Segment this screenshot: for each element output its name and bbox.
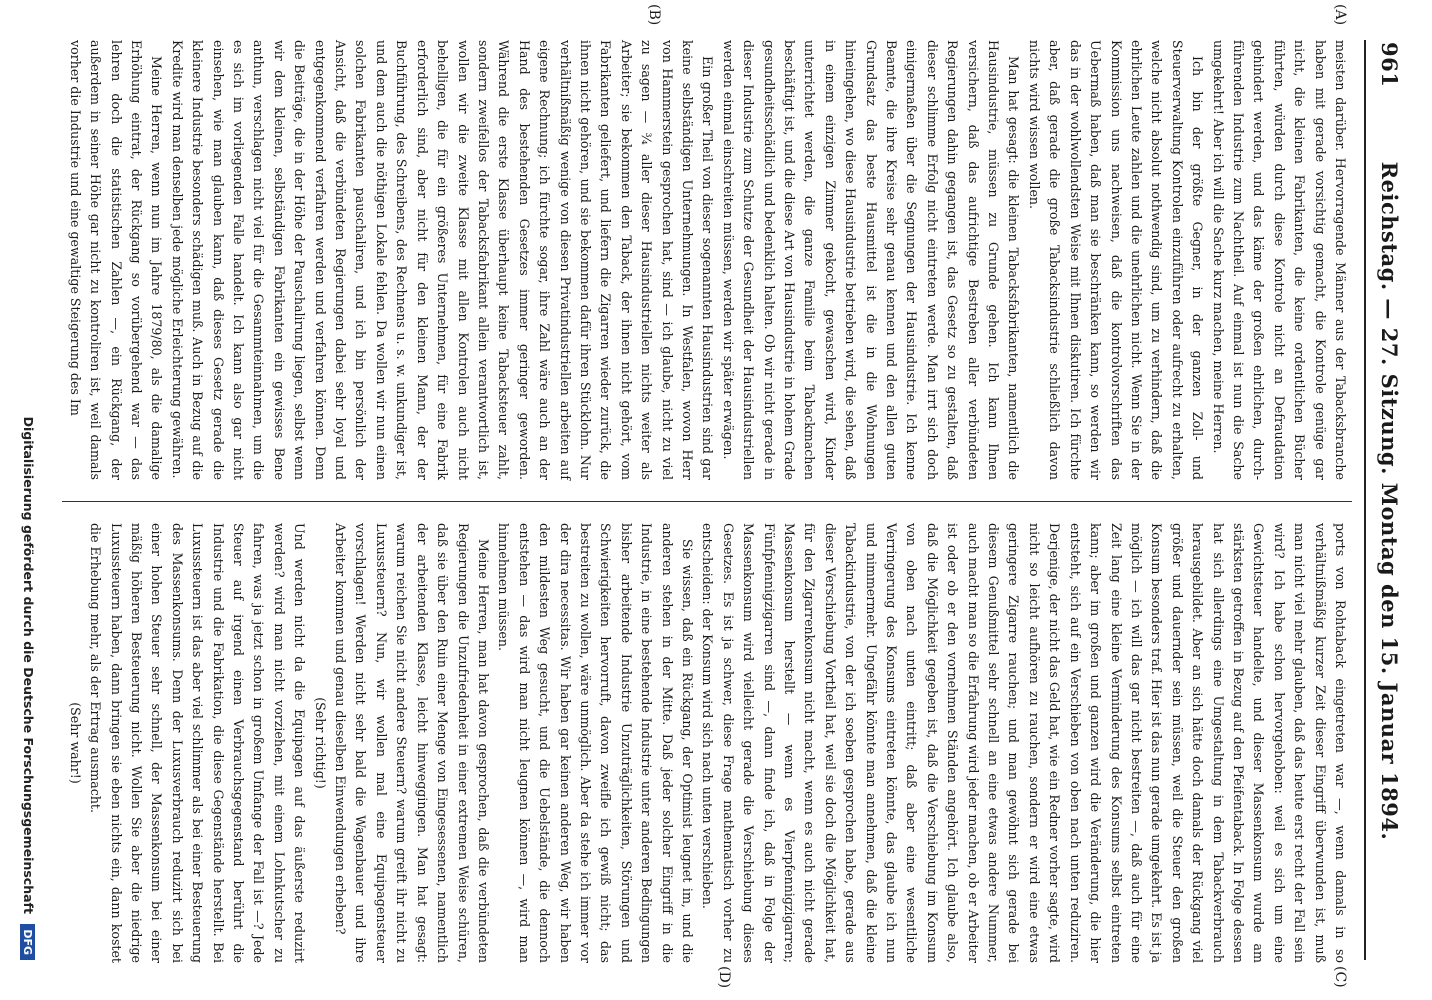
dfg-logo: DFG [20,924,35,960]
paragraph: Meine Herren, man hat davon gesprochen, daß die verbündeten Regierungen die Unzufriedenheit in einer extremen Weise schüren, daß sie über den Ruin einer Menge von Eingesessenen, namentlich der arbeitenden Klasse, leicht hinweggingen. Man hat gesagt: warum reichen Sie nicht andere Steuern? warum greift ihr nicht zu Luxussteuern? Nun, wir wollen mal eine Equipagensteuer vorschlagen! Werden nicht sehr bald die Wagenbauer und ihre Arbeiter kommen und genau dieselben Einwendungen erheben? [333,523,491,963]
paragraph: Ein großer Theil von dieser sogenannten Hausindustrien sind gar keine selbständigen Unternehmungen. In Westfalen, wovon Herr von Hammerstein gesprochen hat, sind — ich glaube, nicht zu viel zu sagen — ¾ aller dieser Hausindustriellen nichts weiter als Arbeiter; sie bekommen den Taback, der ihnen nicht gehört, vom Fabrikanten geliefert, und liefern die Zigarren wieder zurück, die ihnen nicht gehören, und sie bekommen dafür ihren Stücklohn. Nur verhältnißmäßig wenige von diesen Privatindustriellen arbeiten auf eigene Rechnung; ich fürchte sogar, ihre Zahl wäre auch an der Hand des bestehenden Gesetzes immer geringer geworden. Während die erste Klasse überhaupt keine Tabacksteuer zahlt, sondern zweifellos der Tabacksfabrikant allein verantwortlich ist, wollen wir die zweite Klasse mit allen Kontrolen auch nicht behelligen, die für ein größeres Unternehmen, für eine Fabrik erforderlich sind, aber nicht für den kleinen Mann, der der Buchführung, des Schreibens, des Rechnens u. s. w. unkundiger ist, und dem auch die nöthigen Lokale fehlen. Da wollen wir nun einen solchen Fabrikanten pauschaliren, und ich bin persönlich der Ansicht, daß die verbündeten Regierungen dabei sehr loyal und entgegenkommend verfahren werden und verfahren können. Denn die Beiträge, die in der Höhe der Pauschalirung liegen, selbst wenn wir dem kleinen, selbständigen Fabrikanten ein gewisses Bene anthun, verschlagen nicht viel für die Gesammteinnahmen, um die es sich im vorliegenden Falle handelt. Ich kann also gar nicht einsehen, wie man glauben kann, daß dieses Gesetz gerade die kleinere Industrie besonders schädigen muß. Auch in Bezug auf die Kredite wird man denselben jede mögliche Erleichterung gewähren. [169,40,716,480]
column-divider [62,501,1352,502]
credit-text: Digitalisierung gefördert durch die Deutsche Forschungsgemeinschaft [21,416,36,914]
paragraph: Meine Herren, wenn nun im Jahre 1879/80, als die damalige Erhöhung eintrat, der Rückgang so vorübergehend war — das lehren doch die statistischen Zahlen —, ein Rückgang, der außerdem in seiner Höhe gar nicht zu kontroliren ist, weil damals vorher die Industrie und eine gewaltige Steigerung des Im [67,40,165,480]
running-title: Reichstag. — 27. Sitzung. Montag den 15. Januar 1894. [1377,161,1402,841]
left-column [64,40,1350,480]
interjection: (Sehr richtig!) [312,697,328,789]
header-rule [1364,40,1366,960]
paragraph: meisten darüber. Hervorragende Männer aus der Tabacksbranche haben mit gerade vorsichtig gemacht, die Kontrole genüge gar nicht, die kleinen Fabrikanten, die keine ordentlichen Bücher führten, würden durch diese Kontrole nicht an Defraudation gehindert werden, und das käme der großen ehrlichen, durchführenden Industrie zum Nachtheil. Auf einmal ist nun die Sache umgekehrt! Aber ich will die Sache kurz machen, meine Herren. [1210,40,1348,480]
paragraph: Sie wissen, daß ein Rückgang, der Optimist leugnet im, und die anderen stehen in der Mitte. Daß jeder solcher Eingriff in die Industrie, in eine bestehende Industrie unter anderen Bedingungen bisher arbeitende Industrie Unzuträglichkeiten, Störungen und Schwierigkeiten hervorruft, davon zweifle ich gewiß nicht; das bestreiten zu wollen, wäre unmöglich. Aber da stehe ich immer vor der dira necessitas. Wir haben gar keinen anderen Weg, wir haben den mildesten Weg gesucht, und die Uebelstände, die dennoch entstehen — das wird man nicht leugnen können —, wird man hinnehmen müssen. [496,523,695,963]
right-column [64,523,1350,963]
digitization-credit [12,40,36,960]
margin-marker-d: (D) [716,966,732,989]
page-number: 961 [1377,42,1402,88]
margin-marker-b: (B) [646,4,662,26]
margin-marker-a: (A) [1332,4,1348,26]
margin-marker-c: (C) [1332,966,1348,988]
paragraph: Ich bin der größte Gegner, in der ganzen Zoll- und Steuerverwaltung Kontrolen einzuführen oder aufrecht zu erhalten, welche nicht absolut nothwendig sind, um zu verhindern, daß die ehrlichen Leute zahlen und die unehrlichen nicht. Wenn Sie in der Kommission uns nachweisen, daß die kontrolvorschriften das Uebermaß haben, daß man sie beschränken kann, so werden wir das in der wohlwollendsten Weise mit Ihnen diskutiren. Ich fürchte aber, daß gerade die große Tabacksindustrie schließlich davon nichts wird wissen wollen. [1026,40,1206,480]
paragraph: Und werden nicht da die Equipagen auf das äußerste reduzirt werden? wird man nicht vorziehen, mit einem Lohnkutscher zu fahren, was ja jetzt schon in großem Umfange der Fall ist —? Jede Steuer auf irgend einen Verbrauchsgegenstand berührt die Industrie und die Fabrikation, die diese Gegenstände herstellt. Bei Luxussteuern ist das aber viel schlimmer als bei einer Besteuerung des Massenkonsums. Denn der Luxusverbrauch reduzirt sich bei einer hohen Steuer sehr schnell, der Massenkonsum bei einer mäßig höheren Besteuerung nicht. Wollen Sie aber die niedrige Luxussteuern haben, dann bringen sie eben nichts ein, dann kostet die Erhebung mehr, als der Ertrag ausmacht. [88,523,308,963]
page-header [1364,42,1412,960]
paragraph: Man hat gesagt: die kleinen Tabacksfabrikanten, namentlich die Hausindustrie, müssen zu Grunde gehen. Ich kann Ihnen versichern, daß das aufrichtige Bestreben aller verbündeten Regierungen dahin gegangen ist, das Gesetz so zu gestalten, daß dieser schlimme Erfolg nicht eintreten werde. Man irrt sich doch einigermaßen über die Segnungen der Hausindustrie. Ich kenne Beamte, die ihre Kreise sehr genau kennen und den allen guten Grundsatz das beste Hausmittel ist die in die Wohnungen hineingehen, wo diese Hausindustrie betrieben wird, die sehen, daß in einem einzigen Zimmer gekocht, gewaschen wird, Kinder unterrichtet werden, die ganze Familie beim Tabackmachen beschäftigt ist, und die diese Art von Hausindustrie in hohem Grade gesundheitsschädlich und bedenklich halten. Ob wir nicht gerade in dieser Industrie zum Schutze der Gesundheit der Hausindustriellen werden einmal einschreiten müssen, werden wir später erwägen. [720,40,1022,480]
interjection: (Sehr wahr!) [67,702,83,784]
paragraph: ports von Rohtaback eingetreten war —, wenn damals in so verhältnißmäßig kurzer Zeit dieser Eingriff überwunden ist, muß man nicht viel mehr glauben, daß das heute erst recht der Fall sein wird? Ich habe schon hervorgehoben: weil es sich um eine Gewichtsteuer handelte, und dieser Massenkonsum wurde am stärksten getroffen in Bezug auf den Pfeifentaback. In Folge dessen hat sich allerdings eine Umgestaltung in dem Tabackverbrauch herausgebildet. Aber an sich hätte doch damals der Rückgang viel größer und dauernder sein müssen, weil die Steuer den großen Konsum besonders traf. Hier ist das nun gerade umgekehrt. Es ist ja möglich — ich will das gar nicht bestreiten —, daß auch für eine Zeit lang eine kleine Verminderung des Konsums selbst eintreten kann; aber im großen und ganzen wird die Veränderung, die hier entsteht, sich auf ein Verschieben von oben nach unten reduziren. Derjenige, der nicht das Geld hat, wie ein Redner vorher sagte, wird nicht so leicht aufhören zu rauchen, sondern er wird eine etwas geringere Zigarre rauchen; und man gewöhnt sich gerade bei diesem Genußmittel sehr schnell an eine etwas andere Nummer, auch macht man so die Erfahrung wird jeder machen, ob er Arbeiter ist oder ob er den vornehmen Ständen angehört. Ich glaube also, daß die Möglichkeit gegeben ist, daß die Verschiebung im Konsum von oben nach unten eintritt; daß aber eine wesentliche Verringerung des Konsums eintreten könnte, das glaube ich nun und nimmermehr. Ungefähr könnte man annehmen, daß die kleine Tabackindustrie, von der ich soeben gesprochen habe, gerade aus dieser Verschiebung Vortheil hat, weil sie doch die Möglichkeit hat, für den Zigarrenkonsum nicht macht, wenn es auch nicht gerade Massenkonsum herstellt — wenn es Vierpfennigzigarren; Fünfpfennigzigarren sind —, dann finde ich, daß in Folge der Massenkonsum wird vielleicht gerade die Verschiebung dieses Gesetzes. Es ist ja schwer, diese Frage mathematisch vorher zu entscheiden: der Konsum wird sich nach unten verschieben. [700,523,1348,963]
